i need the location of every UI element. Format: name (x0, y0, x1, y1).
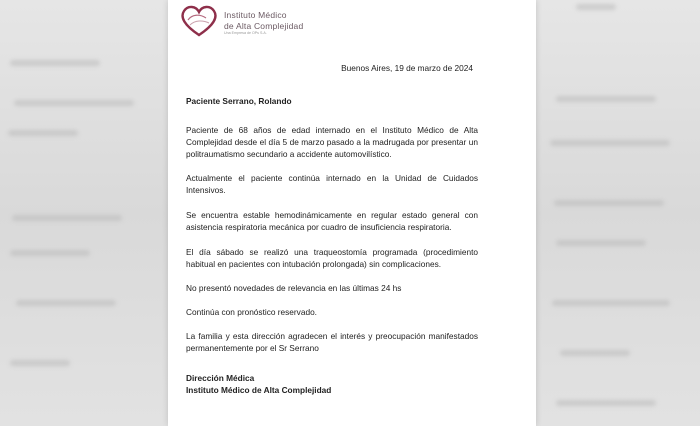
letter-date: Buenos Aires, 19 de marzo de 2024 (341, 63, 473, 73)
blurred-background-left (0, 0, 168, 426)
blurred-background-right (536, 0, 700, 426)
paragraph-6: Continúa con pronóstico reservado. (186, 307, 317, 317)
paragraph-2: Actualmente el paciente continúa internado en la Unidad de Cuidados Intensivos. (186, 173, 478, 195)
heart-logo-icon (178, 4, 220, 38)
logo-institute-name: Instituto Médico (224, 10, 287, 20)
logo-institute-subtitle: de Alta Complejidad (224, 21, 304, 31)
paragraph-1: Paciente de 68 años de edad internado en el Instituto Médico de Alta Complejidad desde el día 5 de marzo pasado a la madrugada por presentar un politraumatismo secundario a accidente automovilístico. (186, 125, 478, 159)
signature-department: Dirección Médica (186, 373, 255, 383)
letter-page (168, 0, 536, 426)
logo-tagline: Una Empresa de OPs S.A. (224, 31, 267, 35)
signature-institute: Instituto Médico de Alta Complejidad (186, 385, 332, 395)
paragraph-3: Se encuentra estable hemodinámicamente en regular estado general con asistencia respiratoria mecánica por cuadro de insuficiencia respiratoria. (186, 210, 478, 232)
paragraph-7: La familia y esta dirección agradecen el interés y preocupación manifestados permanentemente por el Sr Serrano (186, 331, 478, 353)
paragraph-5: No presentó novedades de relevancia en las últimas 24 hs (186, 283, 402, 293)
letter-recipient: Paciente Serrano, Rolando (186, 96, 292, 106)
paragraph-4: El día sábado se realizó una traqueostomía programada (procedimiento habitual en pacientes con intubación prolongada) sin complicaciones. (186, 247, 478, 269)
institute-logo (178, 4, 338, 38)
